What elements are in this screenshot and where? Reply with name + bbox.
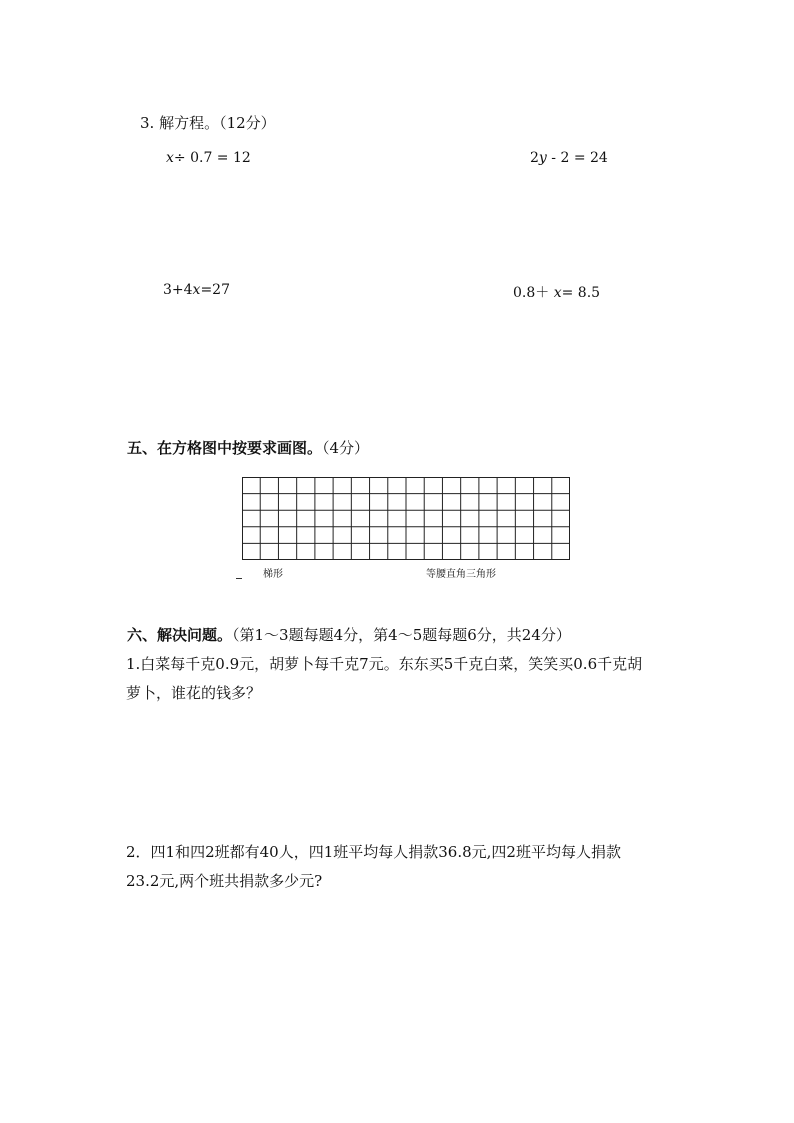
equation-rest: ÷ 0.7 = 12 xyxy=(173,150,251,166)
section-6-title xyxy=(127,624,571,645)
section-6-heading: 六、解决问题。 xyxy=(127,626,233,644)
drawing-grid[interactable] xyxy=(242,477,570,560)
equation-variable: x xyxy=(192,282,201,298)
section-5-title xyxy=(127,437,369,458)
problem-1-line-1: 1.白菜每千克0.9元，胡萝卜每千克7元。东东买5千克白菜，笑笑买0.6千克胡 xyxy=(126,655,643,673)
equation-variable: y xyxy=(538,150,547,166)
section-3-title: 3. 解方程。（12分） xyxy=(140,114,276,132)
equation-rest: - 2 = 24 xyxy=(546,150,608,166)
equation-3 xyxy=(163,282,230,298)
equation-rest: =27 xyxy=(200,282,230,298)
equation-1 xyxy=(166,150,251,166)
section-6-points: （第1～3题每题4分，第4～5题每题6分，共24分） xyxy=(232,626,571,644)
grid-label-trapezoid: 梯形 xyxy=(263,569,283,580)
equation-prefix: 2 xyxy=(530,150,539,166)
equation-prefix: 3+4 xyxy=(163,282,193,298)
section-5-heading: 五、在方格图中按要求画图。 xyxy=(127,439,323,457)
problem-2-line-1: 2．四1和四2班都有40人，四1班平均每人捐款36.8元,四2班平均每人捐款 xyxy=(126,843,621,861)
problem-2-line-2: 23.2元,两个班共捐款多少元? xyxy=(126,872,323,890)
equation-prefix: 0.8＋ xyxy=(513,285,554,301)
equation-rest: = 8.5 xyxy=(561,285,601,301)
problem-1-line-2: 萝卜，谁花的钱多？ xyxy=(126,684,262,702)
problem-2 xyxy=(126,838,706,896)
equation-variable: x xyxy=(553,285,562,301)
grid-tick-mark xyxy=(236,578,242,579)
equation-2 xyxy=(530,150,608,166)
section-5-points: （4分） xyxy=(322,439,370,457)
equation-variable: x xyxy=(166,150,174,166)
problem-1 xyxy=(126,650,706,708)
grid-label-right-isosceles-triangle: 等腰直角三角形 xyxy=(426,569,496,580)
equation-4 xyxy=(513,282,600,302)
